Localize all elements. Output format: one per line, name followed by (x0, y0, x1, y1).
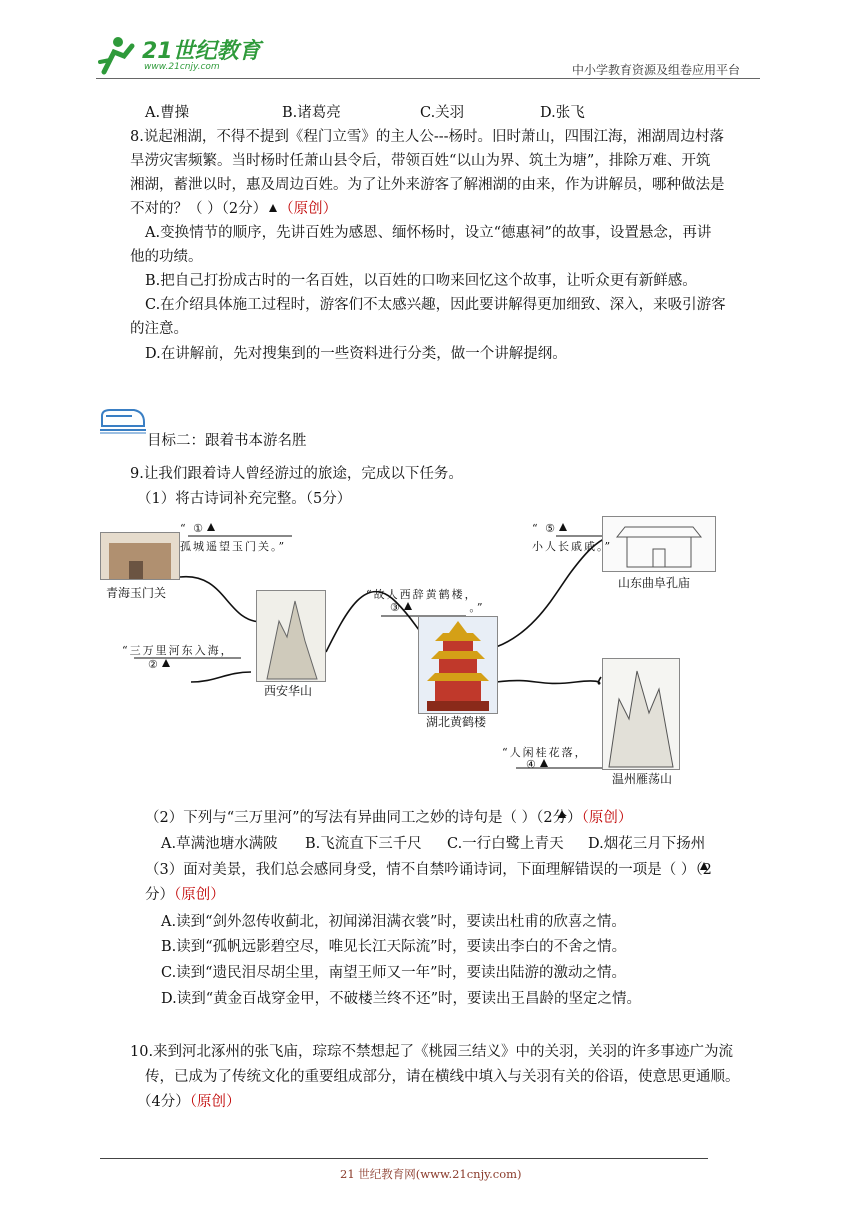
poem-4-bottom: ④ (526, 758, 538, 771)
q8-text-line-2: 旱涝灾害频繁。当时杨时任萧山县令后，带领百姓“以山为界、筑土为塘”，排除万难、开筑 (130, 153, 711, 169)
answer-triangle-icon (269, 204, 277, 212)
poem-4-top: “人闲桂花落， (502, 746, 588, 759)
q9-part-2-option-b: B.飞流直下三千尺 (305, 836, 422, 852)
poem-1-bottom: 孤城遥望玉门关。” (180, 540, 287, 553)
q8-text-line-3: 湘湖，蓄泄以时，惠及周边百姓。为了让外来游客了解湘湖的由来，作为讲解员，哪种做法是 (130, 177, 725, 193)
q10-line-2: 传，已成为了传统文化的重要组成部分，请在横线中填入与关羽有关的俗语，使意思更通顺。 (145, 1069, 740, 1085)
poem-1-top: “ ① (180, 522, 205, 535)
poem-2 (148, 658, 172, 671)
q8-option-c-line-2: 的注意。 (130, 321, 188, 337)
answer-triangle-icon (700, 862, 708, 870)
q8-option-a-line-2: 他的功绩。 (130, 249, 203, 265)
yellow-crane-tower-image (418, 616, 498, 714)
poem-2-bottom: ② (148, 658, 160, 671)
footer-rule (100, 1158, 708, 1159)
q8-text-line-1: 8.说起湘湖，不得不提到《程门立雪》的主人公---杨时。旧时萧山，四围江海，湘湖周边村落 (130, 129, 725, 145)
site-logo (96, 32, 266, 78)
q10-line-1: 10.来到河北涿州的张飞庙，琮琮不禁想起了《桃园三结义》中的关羽，关羽的许多事迹广为流 (130, 1044, 734, 1060)
poem-1 (180, 522, 217, 535)
q9-part-2-option-c: C.一行白鹭上青天 (447, 836, 564, 852)
q8-text-line-4 (130, 197, 337, 218)
poem-5-top: “ ⑤ (532, 522, 557, 535)
answer-triangle-icon (558, 810, 566, 818)
q8-option-c-line-1: C.在介绍具体施工过程时，游客们不太感兴趣，因此要讲解得更加细致、深入，来吸引游客 (145, 297, 726, 313)
q8-question-end: 不对的？（ ）（2分） (130, 201, 268, 217)
huashan-image (256, 590, 326, 682)
original-tag: （原创） (189, 1094, 241, 1110)
xian-caption: 西安华山 (264, 684, 313, 698)
q9-part-3-option-c: C.读到“遗民泪尽胡尘里，南望王师又一年”时，要读出陆游的激动之情。 (161, 965, 627, 981)
train-icon (100, 406, 146, 434)
yumen-pass-image (100, 532, 180, 580)
header-platform-text: 中小学教育资源及组卷应用平台 (572, 63, 741, 77)
q8-option-d: D.在讲解前，先对搜集到的一些资料进行分类，做一个讲解提纲。 (145, 346, 567, 362)
blank-triangle-icon (540, 759, 548, 767)
q9-part-3-line-2-text: 分） (145, 887, 174, 903)
travel-route-map (96, 512, 736, 792)
poem-2-top: “三万里河东入海， (122, 644, 234, 657)
q9-part-3-option-b: B.读到“孤帆远影碧空尽，唯见长江天际流”时，要读出李白的不舍之情。 (161, 939, 627, 955)
q9-part-3-line-1: （3）面对美景，我们总会感同身受，情不自禁吟诵诗词，下面理解错误的一项是（ ）（2 (145, 862, 712, 878)
qinghai-caption: 青海玉门关 (106, 586, 167, 600)
yandang-mountain-image (602, 658, 680, 770)
header-rule (96, 78, 760, 79)
q7-option-c: C.关羽 (420, 105, 465, 121)
yandang-caption: 温州雁荡山 (612, 772, 673, 786)
huanghelou-caption: 湖北黄鹤楼 (426, 715, 487, 729)
logo-url: www.21cnjy.com (144, 62, 220, 72)
confucius-temple-image (602, 516, 716, 572)
q9-part-3-option-a: A.读到“剑外忽传收蓟北，初闻涕泪满衣裳”时，要读出杜甫的欣喜之情。 (161, 914, 626, 930)
q9-part-2-text: （2）下列与“三万里河”的写法有异曲同工之妙的诗句是（ ）（2分） (145, 810, 582, 826)
q9-part-1: （1）将古诗词补充完整。（5分） (137, 491, 352, 507)
blank-triangle-icon (559, 523, 567, 531)
section-2-title: 目标二：跟着书本游名胜 (147, 433, 307, 449)
q9-part-2-option-d: D.烟花三月下扬州 (588, 836, 706, 852)
logo-text: 21世纪教育 (142, 39, 261, 64)
q9-intro: 9.让我们跟着诗人曾经游过的旅途，完成以下任务。 (130, 466, 463, 482)
original-tag: （原创） (581, 810, 633, 826)
footer-source: 21 世纪教育网(www.21cnjy.com) (340, 1167, 522, 1181)
q9-part-3-option-d: D.读到“黄金百战穿金甲，不破楼兰终不还”时，要读出王昌龄的坚定之情。 (161, 991, 642, 1007)
q7-option-b: B.诸葛亮 (282, 105, 341, 121)
q9-part-2-option-a: A.草满池塘水满陂 (161, 836, 278, 852)
poem-3: ③ 。” (390, 601, 485, 614)
q8-option-a-line-1: A.变换情节的顺序，先讲百姓为感恩、缅怀杨时，设立“德惠祠”的故事，设置悬念，再讲 (145, 225, 712, 241)
poem-4 (526, 758, 550, 771)
q10-score: （4分） (137, 1094, 190, 1110)
original-tag: （原创） (174, 887, 225, 903)
poem-3-bottom: ③ (390, 601, 402, 614)
blank-triangle-icon (207, 523, 215, 531)
q9-part-3-line-2 (145, 883, 225, 904)
blank-triangle-icon (404, 602, 412, 610)
poem-5 (532, 522, 569, 535)
q7-option-a: A.曹操 (145, 105, 190, 121)
poem-3-top: “故人西辞黄鹤楼， (366, 588, 478, 601)
poem-5-bottom: 小人长戚戚。” (532, 540, 613, 553)
q10-line-3 (137, 1090, 240, 1111)
q8-option-b: B.把自己打扮成古时的一名百姓，以百姓的口吻来回忆这个故事，让听众更有新鲜感。 (145, 273, 697, 289)
blank-triangle-icon (162, 659, 170, 667)
qufu-caption: 山东曲阜孔庙 (618, 576, 691, 590)
original-tag: （原创） (279, 201, 338, 217)
q7-option-d: D.张飞 (540, 105, 585, 121)
